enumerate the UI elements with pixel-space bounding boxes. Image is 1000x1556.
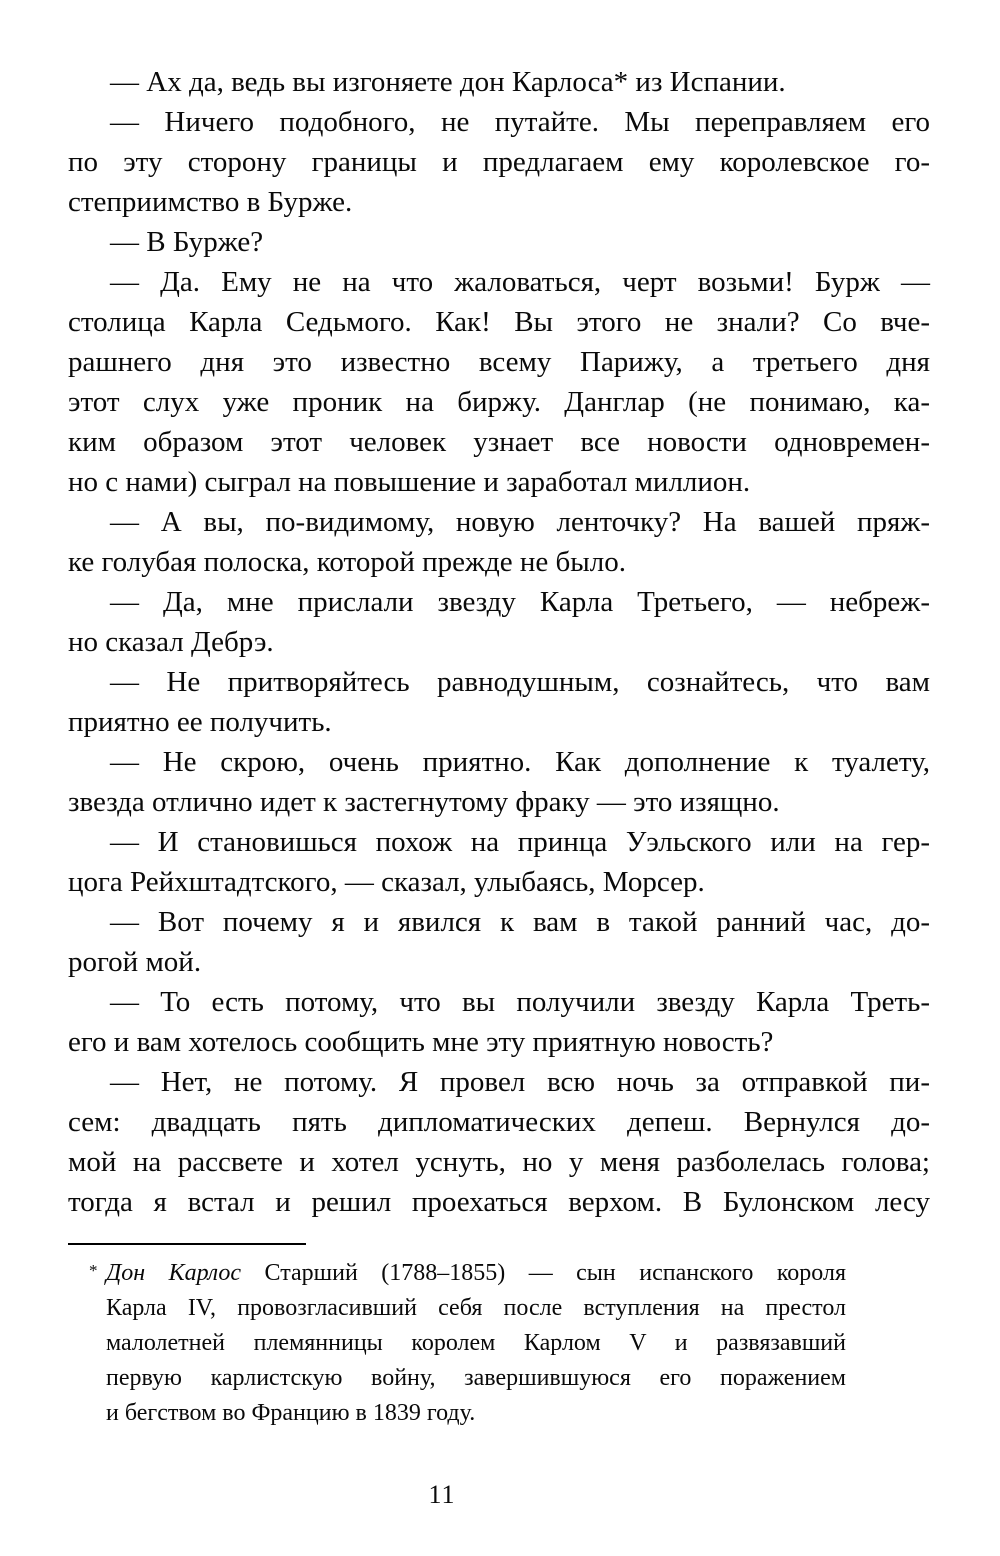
text-line: мой на рассвете и хотел уснуть, но у меня разболелась голова;	[68, 1146, 930, 1178]
text-line: его и вам хотелось сообщить мне эту приятную новость?	[68, 1026, 774, 1058]
text-line: рашнего дня это известно всему Парижу, а третьего дня	[68, 346, 930, 378]
footnote-body	[106, 1291, 846, 1431]
footnote-line: и бегством во Францию в 1839 году.	[106, 1400, 476, 1426]
text-line: — Да. Ему не на что жаловаться, черт возьми! Бурж —	[110, 266, 930, 298]
footnote-first-line	[89, 1256, 846, 1291]
footnote-text: Старший (1788–1855) — сын испанского короля	[241, 1260, 846, 1286]
text-line: приятно ее получить.	[68, 706, 332, 738]
text-line: — То есть потому, что вы получили звезду Карла Треть-	[110, 986, 930, 1018]
text-line: но сказал Дебрэ.	[68, 626, 274, 658]
text-line: — Ничего подобного, не путайте. Мы переправляем его	[110, 106, 930, 138]
footnote-line: малолетней племянницы королем Карлом V и развязавший	[106, 1330, 846, 1356]
main-text	[68, 62, 930, 1222]
text-line: рогой мой.	[68, 946, 202, 978]
text-line: — В Бурже?	[110, 226, 264, 258]
footnote	[89, 1256, 846, 1431]
footnote-separator	[68, 1243, 306, 1245]
text-line: этот слух уже проник на биржу. Данглар (не понимаю, ка-	[68, 386, 930, 418]
text-line: степриимство в Бурже.	[68, 186, 353, 218]
text-line: ким образом этот человек узнает все новости одновремен-	[68, 426, 930, 458]
page-number: 11	[428, 1480, 456, 1509]
footnote-marker: *	[89, 1261, 98, 1280]
text-line: по эту сторону границы и предлагаем ему королевское го-	[68, 146, 930, 178]
text-line: сем: двадцать пять дипломатических депеш. Вернулся до-	[68, 1106, 930, 1138]
text-line: звезда отлично идет к застегнутому фраку — это изящно.	[68, 786, 780, 818]
text-line: цога Рейхштадтского, — сказал, улыбаясь, Морсер.	[68, 866, 705, 898]
text-line: — Да, мне прислали звезду Карла Третьего, — небреж-	[110, 586, 930, 618]
footnote-term: Дон Карлос	[106, 1260, 242, 1286]
text-line: — Вот почему я и явился к вам в такой ранний час, до-	[110, 906, 930, 938]
text-line: — И становишься похож на принца Уэльского или на гер-	[110, 826, 930, 858]
text-line: но с нами) сыграл на повышение и заработал миллион.	[68, 466, 751, 498]
text-line: ке голубая полоска, которой прежде не было.	[68, 546, 627, 578]
text-line: — Ах да, ведь вы изгоняете дон Карлоса* из Испании.	[110, 66, 786, 98]
text-line: — А вы, по-видимому, новую ленточку? На вашей пряж-	[110, 506, 930, 538]
text-line: — Не притворяйтесь равнодушным, сознайтесь, что вам	[110, 666, 930, 698]
text-line: — Не скрою, очень приятно. Как дополнение к туалету,	[110, 746, 930, 778]
footnote-line: Карла IV, провозгласивший себя после вступления на престол	[106, 1295, 846, 1321]
text-line: тогда я встал и решил проехаться верхом. В Булонском лесу	[68, 1186, 930, 1218]
footnote-line: первую карлистскую войну, завершившуюся его поражением	[106, 1365, 846, 1391]
text-line: — Нет, не потому. Я провел всю ночь за отправкой пи-	[110, 1066, 930, 1098]
text-line: столица Карла Седьмого. Как! Вы этого не знали? Со вче-	[68, 306, 930, 338]
